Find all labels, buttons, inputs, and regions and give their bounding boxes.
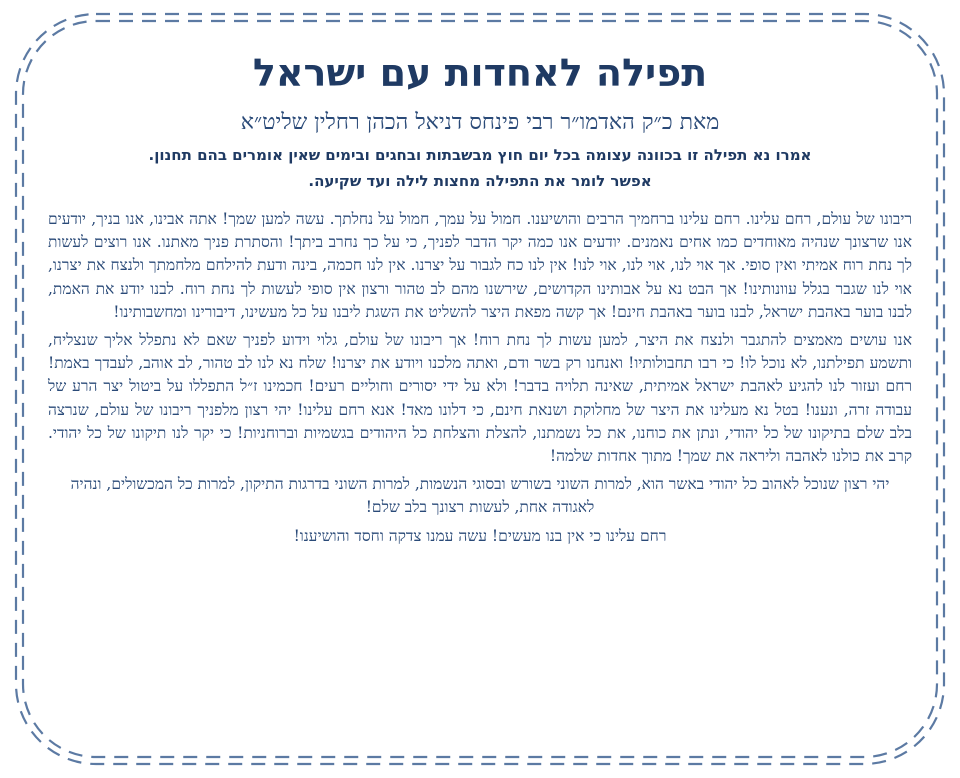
prayer-paragraph: ריבונו של עולם, רחם עלינו. רחם עלינו ברחמיך הרבים והושיענו. חמול על עמך, חמול על נחלתך. עשה למען שמך! אתה אבינו, אנו בניך, יודעים אנו שרצונך שנהיה מאוחדים כמו אחים נאמנים. יודעים אנו כמה יקר הדבר לפניך, כי על כך נחרב ביתך! והסתרת פניך מאתנו. אנו רוצים לעשות לך נחת רוח אמיתי ואין סופי. אך אוי לנו, אוי לנו, אוי לנו! אין לנו כח לגבור על יצרנו. אין לנו חכמה, בינה ודעת להילחם מלחמתך ולנצח את יצרנו, אוי לנו שגבר בגלל עוונותינו! אך הבט נא על אבותינו הקדושים, שירשנו מהם לב טהור ורצון אין סופי לעשות לך נחת רוח. לבנו יודע את האמת, לבנו בוער באהבת ישראל, לבנו בוער באהבת חינם! אך קשה מפאת היצר להשליט את השגת ליבנו על כל מעשינו, דיבורינו ומחשבותינו!	[48, 210, 912, 321]
closing-paragraph: יהי רצון שנוכל לאהוב כל יהודי באשר הוא, למרות השוני בשורש ובסוגי הנשמות, למרות השוני בדרגות התיקון, למרות כל המכשולים, ונהיה לאגודה אחת, לעשות רצונך בלב שלם!	[70, 475, 890, 517]
prayer-document	[48, 48, 912, 553]
prayer-body	[48, 208, 912, 548]
closing-line: רחם עלינו כי אין בנו מעשים! עשה עמנו צדקה וחסד והושיענו!	[293, 526, 667, 545]
prayer-paragraph: אנו עושים מאמצים להתגבר ולנצח את היצר, למען עשות לך נחת רוח! אך ריבונו של עולם, גלוי וידוע לפניך שאם לא נתפלל אליך שנצליח, ותשמע תפילתנו, לא נוכל לו! כי רבו תחבולותיו! ואנחנו רק בשר ודם, ואתה מלכנו ויודע את יצרנו! שלח נא לנו לב טהור, לב אוהב, לעבדך באמת! רחם ועזור לנו להגיע לאהבת ישראל אמיתית, שאינה תלויה בדבר! ולא על ידי יסורים וחוליים רעים! חכמינו ז״ל התפללו על ביטול יצר הרע של עבודה זרה, ונענו! בטל נא מעלינו את היצר של מחלוקת ושנאת חינם, כי דלונו מאד! אנא רחם עלינו! יהי רצון מלפניך ריבונו של עולם, שנרצה בלב שלם בתיקונו של כל יהודי, ונתן את כוחנו, את כל נשמתנו, להצלת והצלחת כל היהודים בגשמיות וברוחניות! כי יקר לנו תיקונו של כל יהודי. קרב את כולנו לאהבה וליראה את שמך! מתוך אחדות שלמה!	[48, 331, 912, 466]
page-title: תפילה לאחדות עם ישראל	[252, 51, 708, 95]
author-subtitle: מאת כ״ק האדמו״ר רבי פינחס דניאל הכהן רחלין שליט״א	[240, 110, 720, 135]
instruction-line: אפשר לומר את התפילה מחצות לילה ועד שקיעה.	[308, 172, 652, 190]
instruction-line: אמרו נא תפילה זו בכוונה עצומה בכל יום חוץ מבשבתות ובחגים ובימים שאין אומרים בהם תחנון.	[148, 146, 812, 164]
